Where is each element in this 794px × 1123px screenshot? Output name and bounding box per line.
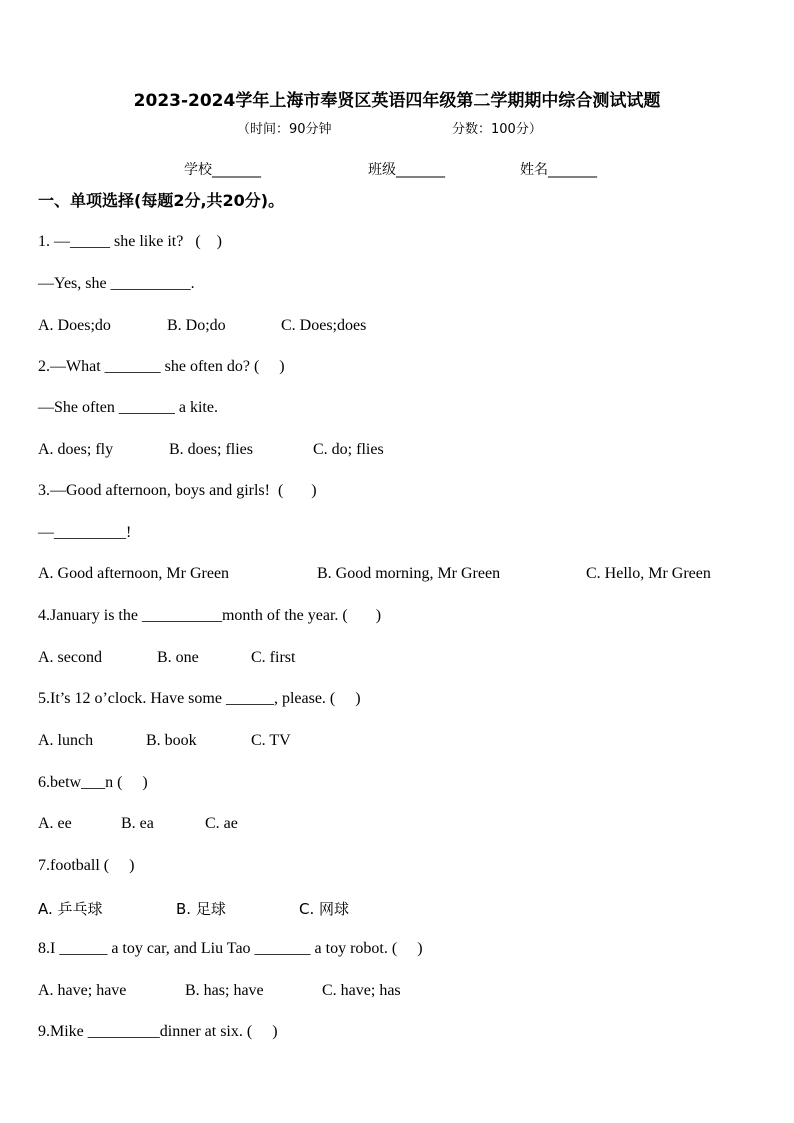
question-2-answer: —She often _______ a kite.	[38, 399, 218, 416]
question-7-stem: 7.football ( )	[38, 857, 135, 874]
exam-score: 分数：100分）	[452, 122, 542, 137]
question-9-stem: 9.Mike _________dinner at six. ( )	[38, 1023, 278, 1040]
question-5-stem: 5.It’s 12 o’clock. Have some ______, please. ( )	[38, 690, 361, 707]
option-c: C. TV	[251, 732, 291, 749]
exam-title: 2023-2024学年上海市奉贤区英语四年级第二学期期中综合测试试题	[133, 91, 661, 111]
option-c: C. Does;does	[281, 317, 367, 334]
option-b: B. one	[157, 649, 199, 666]
option-c: C. 网球	[299, 900, 350, 918]
question-3-stem: 3.—Good afternoon, boys and girls! ( )	[38, 482, 317, 499]
option-c: C. first	[251, 649, 296, 666]
section-heading: 一、单项选择(每题2分,共20分)。	[38, 191, 285, 210]
school-field: 学校_______	[184, 162, 261, 178]
option-a: A. does; fly	[38, 441, 114, 458]
question-3-answer: —_________!	[38, 524, 132, 541]
question-8-stem: 8.I ______ a toy car, and Liu Tao _______ a toy robot. ( )	[38, 940, 423, 957]
option-b: B. does; flies	[169, 441, 253, 458]
option-b: B. 足球	[176, 900, 226, 918]
question-1-answer: —Yes, she __________.	[38, 275, 195, 292]
question-2-stem: 2.—What _______ she often do? ( )	[38, 358, 285, 375]
option-c: C. do; flies	[313, 441, 384, 458]
option-b: B. Good morning, Mr Green	[317, 565, 501, 582]
option-b: B. book	[146, 732, 197, 749]
option-b: B. Do;do	[167, 317, 226, 334]
option-a: A. have; have	[38, 982, 127, 999]
option-a: A. ee	[38, 815, 72, 832]
option-c: C. have; has	[322, 982, 401, 999]
question-1-stem: 1. —_____ she like it? ( )	[38, 233, 222, 250]
exam-time: （时间：90分钟	[237, 122, 332, 137]
option-a: A. second	[38, 649, 102, 666]
name-field: 姓名_______	[520, 162, 597, 178]
option-a: A. lunch	[38, 732, 94, 749]
option-a: A. Does;do	[38, 317, 111, 334]
option-b: B. has; have	[185, 982, 264, 999]
option-a: A. Good afternoon, Mr Green	[38, 565, 230, 582]
option-c: C. Hello, Mr Green	[586, 565, 711, 582]
option-b: B. ea	[121, 815, 154, 832]
question-4-stem: 4.January is the __________month of the year. ( )	[38, 607, 382, 624]
option-c: C. ae	[205, 815, 238, 832]
question-6-stem: 6.betw___n ( )	[38, 774, 148, 791]
class-field: 班级_______	[368, 162, 445, 178]
option-a: A. 乒乓球	[38, 900, 103, 918]
